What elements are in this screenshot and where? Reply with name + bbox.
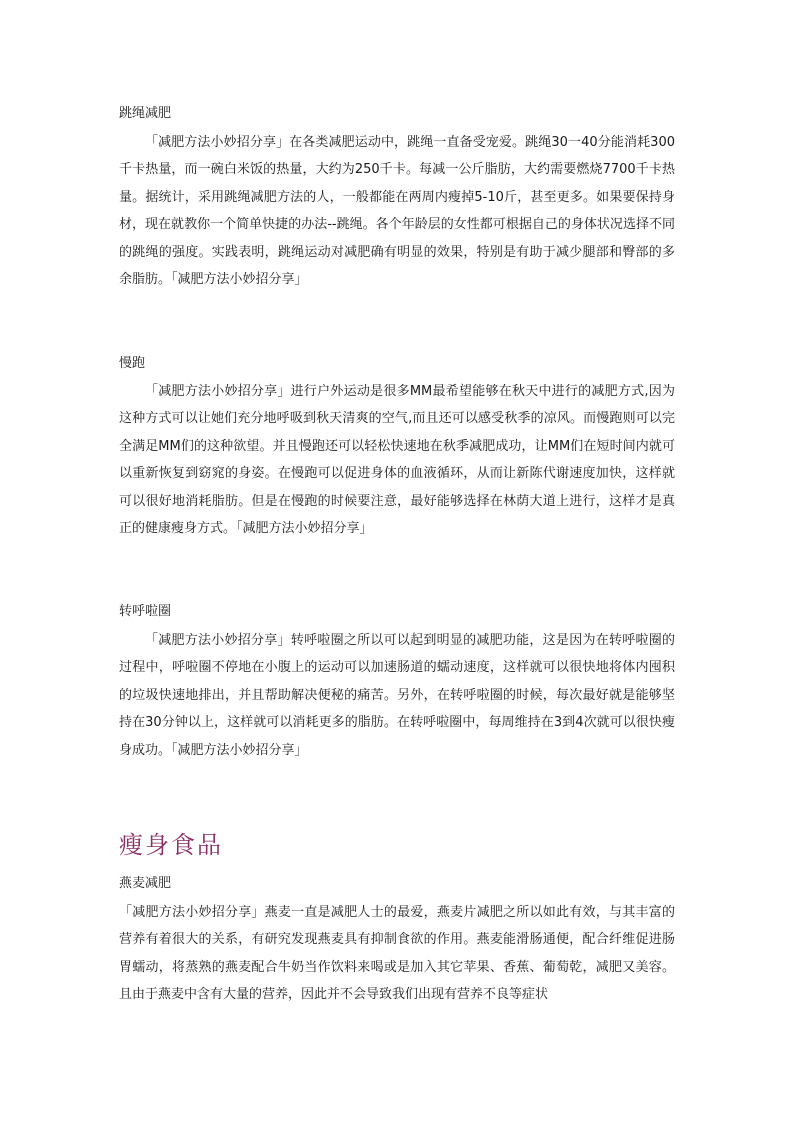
paragraph-jump-rope: 「减肥方法小妙招分享」在各类减肥运动中，跳绳一直备受宠爱。跳绳30一40分能消耗300千卡热量，而一碗白米饭的热量，大约为250千卡。每减一公斤脂肪，大约需要燃烧7700千卡热量。据统计，采用跳绳减肥方法的人，一般都能在两周内瘦掉5-10斤，甚至更多。如果要保持身材，现在就教你一个简单快捷的办法--跳绳。各个年龄层的女性都可根据自己的身体状况选择不同的跳绳的强度。实践表明，跳绳运动对减肥确有明显的效果，特别是有助于减少腿部和臀部的多余脂肪。「减肥方法小妙招分享」 (119, 135, 675, 288)
heading-hula-hoop: 转呼啦圈 (119, 604, 172, 619)
paragraph-jogging: 「减肥方法小妙招分享」进行户外运动是很多MM最希望能够在秋天中进行的减肥方式,因为这种方式可以让她们充分地呼吸到秋天清爽的空气,而且还可以感受秋季的凉风。而慢跑则可以完全满足MM们的这种欲望。并且慢跑还可以轻松快速地在秋季减肥成功，让MM们在短时间内就可以重新恢复到窈窕的身姿。在慢跑可以促进身体的血液循环，从而让新陈代谢速度加快，这样就可以很好地消耗脂肪。但是在慢跑的时候要注意，最好能够选择在林荫大道上进行，这样才是真正的健康瘦身方式。「减肥方法小妙招分享」 (119, 384, 675, 537)
paragraph-oats: 「减肥方法小妙招分享」燕麦一直是减肥人士的最爱，燕麦片减肥之所以如此有效，与其丰富的营养有着很大的关系，有研究发现燕麦具有抑制食欲的作用。燕麦能滑肠通便，配合纤维促进肠胃蠕动，将蒸熟的燕麦配合牛奶当作饮料来喝或是加入其它苹果、香蕉、葡萄乾，减肥又美容。且由于燕麦中含有大量的营养，因此并不会导致我们出现有营养不良等症状 (119, 905, 675, 1003)
paragraph-hula-hoop: 「减肥方法小妙招分享」转呼啦圈之所以可以起到明显的减肥功能，这是因为在转呼啦圈的过程中，呼啦圈不停地在小腹上的运动可以加速肠道的蠕动速度，这样就可以很快地将体内囤积的垃圾快速地排出，并且帮助解决便秘的痛苦。另外，在转呼啦圈的时候，每次最好就是能够坚持在30分钟以上，这样就可以消耗更多的脂肪。在转呼啦圈中，每周维持在3到4次就可以很快瘦身成功。「减肥方法小妙招分享」 (119, 633, 675, 758)
section-title-diet-foods: 瘦身食品 (119, 831, 223, 859)
heading-jump-rope: 跳绳减肥 (119, 106, 172, 121)
heading-jogging: 慢跑 (119, 356, 146, 371)
heading-oats: 燕麦减肥 (119, 876, 172, 891)
